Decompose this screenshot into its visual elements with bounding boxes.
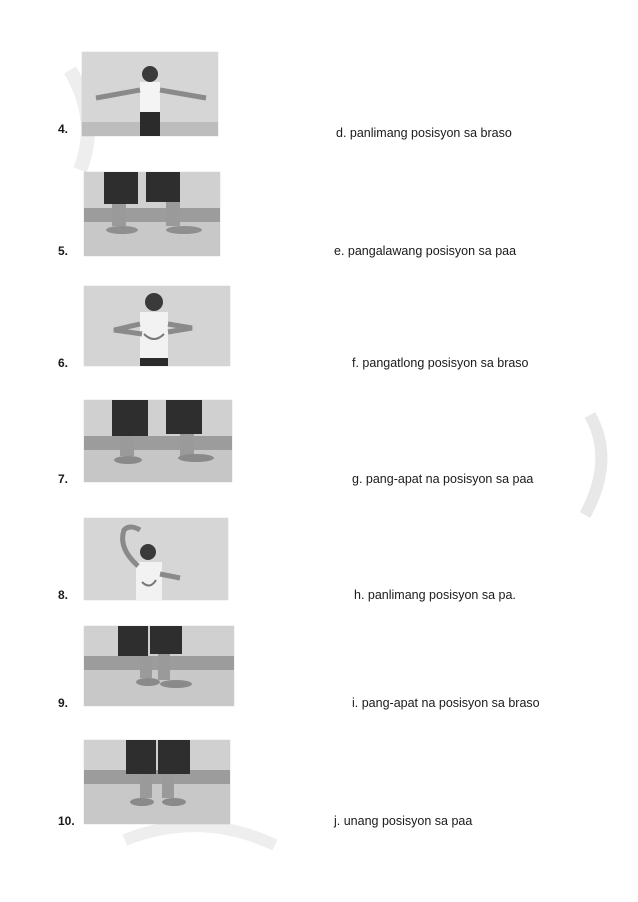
answer-choice: i. pang-apat na posisyon sa braso [352,696,540,710]
feet-crossed-position-photo [84,626,234,706]
arms-third-position-photo [84,286,230,366]
feet-fourth-position-photo [84,400,232,482]
item-number: 4. [58,122,69,136]
item-number: 6. [58,356,69,370]
watermark-right [560,410,620,520]
answer-choice: j. unang posisyon sa paa [334,814,473,828]
item-number: 5. [58,244,69,258]
feet-second-position-photo [84,172,220,256]
item-number: 10. [58,814,75,828]
answer-choice: d. panlimang posisyon sa braso [336,126,512,140]
feet-first-position-photo [84,740,230,824]
item-number: 7. [58,472,69,486]
answer-choice: h. panlimang posisyon sa pa. [354,588,516,602]
answer-choice: f. pangatlong posisyon sa braso [352,356,529,370]
answer-choice: g. pang-apat na posisyon sa paa [352,472,534,486]
item-number: 9. [58,696,69,710]
arms-fifth-position-photo [82,52,218,136]
arms-raised-position-photo [84,518,228,600]
item-number: 8. [58,588,69,602]
answer-choice: e. pangalawang posisyon sa paa [334,244,517,258]
